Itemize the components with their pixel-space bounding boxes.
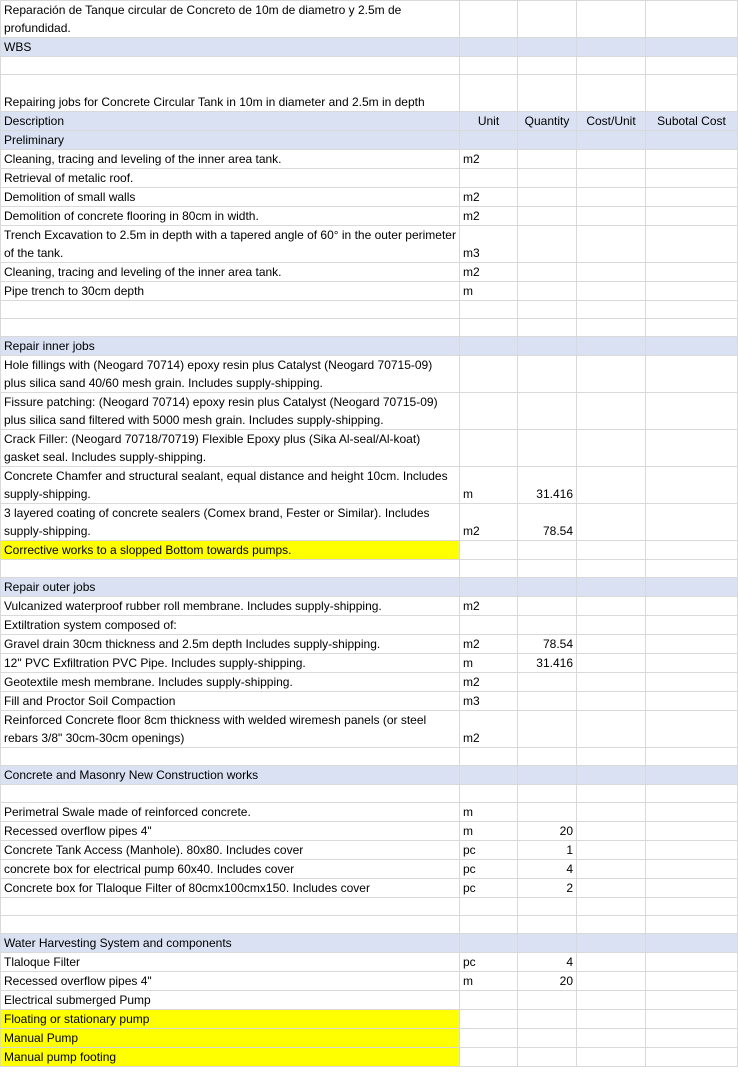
description-cell[interactable]: Crack Filler: (Neogard 70718/70719) Flexible Epoxy plus (Sika Al-seal/Al-koat) gasket seal. Includes supply-shipping. (1, 430, 460, 467)
table-row (1, 301, 738, 319)
cost-unit-cell[interactable] (577, 879, 646, 898)
table-row (1, 991, 738, 1010)
unit-cell[interactable] (460, 785, 518, 803)
subtotal-cell[interactable] (646, 1029, 738, 1048)
quantity-cell[interactable] (518, 188, 577, 207)
quantity-cell[interactable]: 4 (518, 860, 577, 879)
quantity-cell[interactable] (518, 766, 577, 785)
cost-unit-cell[interactable] (577, 301, 646, 319)
table-row (1, 898, 738, 916)
table-row (1, 75, 738, 112)
subtotal-cell[interactable] (646, 169, 738, 188)
cost-unit-cell[interactable] (577, 467, 646, 504)
subtotal-cell[interactable] (646, 131, 738, 150)
cost-unit-cell[interactable] (577, 711, 646, 748)
table-row (1, 841, 738, 860)
cost-unit-cell[interactable] (577, 430, 646, 467)
cost-unit-cell[interactable] (577, 916, 646, 934)
quantity-cell[interactable]: 31.416 (518, 467, 577, 504)
description-cell[interactable]: Hole fillings with (Neogard 70714) epoxy resin plus Catalyst (Neogard 70715-09) plus silica sand 40/60 mesh grain. Includes supply-shipping. (1, 356, 460, 393)
unit-cell[interactable] (460, 578, 518, 597)
quantity-cell[interactable] (518, 898, 577, 916)
table-row (1, 282, 738, 301)
table-row (1, 785, 738, 803)
description-cell[interactable] (1, 898, 460, 916)
description-cell[interactable]: Vulcanized waterproof rubber roll membrane. Includes supply-shipping. (1, 597, 460, 616)
unit-cell[interactable] (460, 337, 518, 356)
description-cell[interactable]: Concrete box for Tlaloque Filter of 80cmx100cmx150. Includes cover (1, 879, 460, 898)
unit-cell[interactable]: Unit (460, 112, 518, 131)
quantity-cell[interactable] (518, 356, 577, 393)
quantity-cell[interactable] (518, 711, 577, 748)
cost-unit-cell[interactable] (577, 822, 646, 841)
cost-unit-cell[interactable] (577, 898, 646, 916)
description-cell[interactable]: Repair inner jobs (1, 337, 460, 356)
subtotal-cell[interactable] (646, 319, 738, 337)
unit-cell[interactable] (460, 393, 518, 430)
unit-cell[interactable]: m2 (460, 188, 518, 207)
description-cell[interactable]: Manual Pump (1, 1029, 460, 1048)
description-cell[interactable]: Cleaning, tracing and leveling of the inner area tank. (1, 263, 460, 282)
subtotal-cell[interactable] (646, 748, 738, 766)
unit-cell[interactable] (460, 430, 518, 467)
cost-unit-cell[interactable] (577, 541, 646, 560)
subtotal-cell[interactable] (646, 841, 738, 860)
subtotal-cell[interactable] (646, 38, 738, 57)
description-cell[interactable]: Retrieval of metalic roof. (1, 169, 460, 188)
cost-unit-cell[interactable] (577, 263, 646, 282)
cost-unit-cell[interactable] (577, 692, 646, 711)
description-cell[interactable]: Extiltration system composed of: (1, 616, 460, 635)
description-cell[interactable]: Repair outer jobs (1, 578, 460, 597)
subtotal-cell[interactable] (646, 430, 738, 467)
section-header-row (1, 578, 738, 597)
quantity-cell[interactable] (518, 169, 577, 188)
section-header-row (1, 131, 738, 150)
subtotal-cell[interactable] (646, 785, 738, 803)
description-cell[interactable]: Perimetral Swale made of reinforced concrete. (1, 803, 460, 822)
table-row (1, 635, 738, 654)
cost-unit-cell[interactable] (577, 803, 646, 822)
subtotal-cell[interactable] (646, 991, 738, 1010)
description-cell[interactable]: Preliminary (1, 131, 460, 150)
table-row (1, 430, 738, 467)
table-row (1, 916, 738, 934)
quantity-cell[interactable] (518, 748, 577, 766)
table-row (1, 597, 738, 616)
table-row (1, 822, 738, 841)
cost-unit-cell[interactable] (577, 337, 646, 356)
subtotal-cell[interactable]: Subotal Cost (646, 112, 738, 131)
description-cell[interactable]: Electrical submerged Pump (1, 991, 460, 1010)
unit-cell[interactable]: m3 (460, 692, 518, 711)
table-row (1, 319, 738, 337)
quantity-cell[interactable]: 78.54 (518, 504, 577, 541)
cost-unit-cell[interactable] (577, 1029, 646, 1048)
cost-unit-cell[interactable] (577, 841, 646, 860)
subtotal-cell[interactable] (646, 654, 738, 673)
cost-unit-cell[interactable] (577, 560, 646, 578)
unit-cell[interactable] (460, 616, 518, 635)
description-cell[interactable]: Pipe trench to 30cm depth (1, 282, 460, 301)
cost-unit-cell[interactable] (577, 1010, 646, 1029)
description-cell[interactable]: concrete box for electrical pump 60x40. Includes cover (1, 860, 460, 879)
quantity-cell[interactable] (518, 616, 577, 635)
table-row (1, 616, 738, 635)
cost-unit-cell[interactable] (577, 319, 646, 337)
subtotal-cell[interactable] (646, 150, 738, 169)
subtotal-cell[interactable] (646, 692, 738, 711)
description-cell[interactable]: Corrective works to a slopped Bottom towards pumps. (1, 541, 460, 560)
table-row (1, 673, 738, 692)
quantity-cell[interactable] (518, 785, 577, 803)
quantity-cell[interactable] (518, 282, 577, 301)
description-cell[interactable]: Trench Excavation to 2.5m in depth with a tapered angle of 60° in the outer perimeter of the tank. (1, 226, 460, 263)
cost-unit-cell[interactable] (577, 57, 646, 75)
unit-cell[interactable] (460, 916, 518, 934)
table-row (1, 560, 738, 578)
quantity-cell[interactable] (518, 692, 577, 711)
cost-unit-cell[interactable] (577, 597, 646, 616)
unit-cell[interactable]: pc (460, 841, 518, 860)
subtotal-cell[interactable] (646, 953, 738, 972)
cost-unit-cell[interactable] (577, 169, 646, 188)
quantity-cell[interactable]: 4 (518, 953, 577, 972)
subtotal-cell[interactable] (646, 916, 738, 934)
subtotal-cell[interactable] (646, 635, 738, 654)
subtotal-cell[interactable] (646, 1010, 738, 1029)
table-row (1, 541, 738, 560)
cost-unit-cell[interactable] (577, 504, 646, 541)
description-cell[interactable]: Recessed overflow pipes 4" (1, 822, 460, 841)
unit-cell[interactable] (460, 991, 518, 1010)
quantity-cell[interactable]: 1 (518, 841, 577, 860)
description-cell[interactable]: Description (1, 112, 460, 131)
subtotal-cell[interactable] (646, 504, 738, 541)
quantity-cell[interactable] (518, 337, 577, 356)
unit-cell[interactable] (460, 1, 518, 38)
description-cell[interactable] (1, 785, 460, 803)
quantity-cell[interactable] (518, 301, 577, 319)
subtotal-cell[interactable] (646, 597, 738, 616)
subtotal-cell[interactable] (646, 393, 738, 430)
cost-unit-cell[interactable] (577, 785, 646, 803)
table-row (1, 654, 738, 673)
subtotal-cell[interactable] (646, 263, 738, 282)
column-header-row (1, 112, 738, 131)
description-cell[interactable] (1, 301, 460, 319)
description-cell[interactable]: Geotextile mesh membrane. Includes supply-shipping. (1, 673, 460, 692)
cost-unit-cell[interactable] (577, 991, 646, 1010)
quantity-cell[interactable] (518, 393, 577, 430)
section-header-row (1, 766, 738, 785)
cost-unit-cell[interactable] (577, 226, 646, 263)
cost-unit-cell[interactable] (577, 38, 646, 57)
cost-unit-cell[interactable] (577, 766, 646, 785)
unit-cell[interactable] (460, 75, 518, 112)
table-row (1, 803, 738, 822)
cost-unit-cell[interactable] (577, 578, 646, 597)
quantity-cell[interactable] (518, 207, 577, 226)
description-cell[interactable]: Fill and Proctor Soil Compaction (1, 692, 460, 711)
cost-unit-cell[interactable] (577, 654, 646, 673)
cost-unit-cell[interactable] (577, 635, 646, 654)
table-row (1, 393, 738, 430)
table-row (1, 207, 738, 226)
quantity-cell[interactable] (518, 916, 577, 934)
cost-unit-cell[interactable] (577, 356, 646, 393)
subtotal-cell[interactable] (646, 560, 738, 578)
unit-cell[interactable] (460, 934, 518, 953)
cost-unit-cell[interactable] (577, 934, 646, 953)
table-row (1, 711, 738, 748)
subtotal-cell[interactable] (646, 711, 738, 748)
table-row (1, 748, 738, 766)
unit-cell[interactable]: pc (460, 953, 518, 972)
cost-unit-cell[interactable] (577, 150, 646, 169)
subtotal-cell[interactable] (646, 75, 738, 112)
table-row (1, 356, 738, 393)
quantity-cell[interactable] (518, 75, 577, 112)
table-row (1, 860, 738, 879)
cost-unit-cell[interactable]: Cost/Unit (577, 112, 646, 131)
unit-cell[interactable]: m2 (460, 150, 518, 169)
subtotal-cell[interactable] (646, 616, 738, 635)
subtotal-cell[interactable] (646, 188, 738, 207)
quantity-cell[interactable] (518, 150, 577, 169)
section-header-row (1, 38, 738, 57)
section-header-row (1, 934, 738, 953)
table-row (1, 692, 738, 711)
quantity-cell[interactable] (518, 597, 577, 616)
subtotal-cell[interactable] (646, 226, 738, 263)
table-row (1, 953, 738, 972)
unit-cell[interactable] (460, 1029, 518, 1048)
unit-cell[interactable]: m (460, 822, 518, 841)
unit-cell[interactable]: m (460, 654, 518, 673)
unit-cell[interactable] (460, 541, 518, 560)
description-cell[interactable]: Demolition of concrete flooring in 80cm in width. (1, 207, 460, 226)
description-cell[interactable]: Reinforced Concrete floor 8cm thickness with welded wiremesh panels (or steel rebars 3/8" 30cm-30cm openings) (1, 711, 460, 748)
description-cell[interactable]: Concrete Chamfer and structural sealant, equal distance and height 10cm. Includes supply-shipping. (1, 467, 460, 504)
quantity-cell[interactable] (518, 263, 577, 282)
table-row (1, 972, 738, 991)
quantity-cell[interactable] (518, 560, 577, 578)
cost-unit-cell[interactable] (577, 972, 646, 991)
quantity-cell[interactable] (518, 934, 577, 953)
quantity-cell[interactable] (518, 319, 577, 337)
description-cell[interactable] (1, 57, 460, 75)
unit-cell[interactable]: m2 (460, 263, 518, 282)
unit-cell[interactable]: m2 (460, 673, 518, 692)
cost-unit-cell[interactable] (577, 673, 646, 692)
quantity-cell[interactable] (518, 1010, 577, 1029)
cost-unit-cell[interactable] (577, 860, 646, 879)
subtotal-cell[interactable] (646, 934, 738, 953)
unit-cell[interactable]: m2 (460, 635, 518, 654)
section-header-row (1, 337, 738, 356)
unit-cell[interactable]: m (460, 972, 518, 991)
subtotal-cell[interactable] (646, 578, 738, 597)
table-row (1, 1029, 738, 1048)
quantity-cell[interactable]: 78.54 (518, 635, 577, 654)
unit-cell[interactable]: m2 (460, 711, 518, 748)
subtotal-cell[interactable] (646, 860, 738, 879)
unit-cell[interactable] (460, 356, 518, 393)
subtotal-cell[interactable] (646, 57, 738, 75)
description-cell[interactable]: Manual pump footing (1, 1048, 460, 1067)
table-row (1, 150, 738, 169)
quantity-cell[interactable] (518, 673, 577, 692)
subtotal-cell[interactable] (646, 356, 738, 393)
cost-unit-cell[interactable] (577, 1, 646, 38)
cost-unit-cell[interactable] (577, 953, 646, 972)
subtotal-cell[interactable] (646, 301, 738, 319)
table-row (1, 467, 738, 504)
description-cell[interactable]: Water Harvesting System and components (1, 934, 460, 953)
table-row (1, 169, 738, 188)
cost-unit-cell[interactable] (577, 393, 646, 430)
subtotal-cell[interactable] (646, 803, 738, 822)
description-cell[interactable]: 12" PVC Exfiltration PVC Pipe. Includes supply-shipping. (1, 654, 460, 673)
unit-cell[interactable]: pc (460, 860, 518, 879)
unit-cell[interactable] (460, 1010, 518, 1029)
cost-unit-cell[interactable] (577, 282, 646, 301)
unit-cell[interactable]: m2 (460, 597, 518, 616)
quantity-cell[interactable] (518, 803, 577, 822)
description-cell[interactable]: Fissure patching: (Neogard 70714) epoxy resin plus Catalyst (Neogard 70715-09) plus silica sand filtered with 5000 mesh grain. Includes supply-shipping. (1, 393, 460, 430)
cost-unit-cell[interactable] (577, 75, 646, 112)
quantity-cell[interactable] (518, 1048, 577, 1067)
table-row (1, 188, 738, 207)
unit-cell[interactable]: m3 (460, 226, 518, 263)
unit-cell[interactable] (460, 319, 518, 337)
description-cell[interactable] (1, 319, 460, 337)
description-cell[interactable]: Concrete and Masonry New Construction works (1, 766, 460, 785)
subtotal-cell[interactable] (646, 282, 738, 301)
description-cell[interactable]: Demolition of small walls (1, 188, 460, 207)
cost-unit-cell[interactable] (577, 616, 646, 635)
unit-cell[interactable]: m2 (460, 504, 518, 541)
description-cell[interactable]: Concrete Tank Access (Manhole). 80x80. Includes cover (1, 841, 460, 860)
description-cell[interactable]: 3 layered coating of concrete sealers (Comex brand, Fester or Similar). Includes supply-shipping. (1, 504, 460, 541)
unit-cell[interactable] (460, 1048, 518, 1067)
subtotal-cell[interactable] (646, 766, 738, 785)
description-cell[interactable]: Reparación de Tanque circular de Concreto de 10m de diametro y 2.5m de profundidad. (1, 1, 460, 38)
cost-unit-cell[interactable] (577, 207, 646, 226)
description-cell[interactable] (1, 748, 460, 766)
quantity-cell[interactable] (518, 541, 577, 560)
table-row (1, 263, 738, 282)
description-cell[interactable]: Cleaning, tracing and leveling of the inner area tank. (1, 150, 460, 169)
description-cell[interactable] (1, 916, 460, 934)
quantity-cell[interactable]: 20 (518, 972, 577, 991)
cost-unit-cell[interactable] (577, 131, 646, 150)
subtotal-cell[interactable] (646, 337, 738, 356)
subtotal-cell[interactable] (646, 207, 738, 226)
unit-cell[interactable] (460, 57, 518, 75)
sheet-body (1, 1, 738, 1067)
quantity-cell[interactable]: 2 (518, 879, 577, 898)
description-cell[interactable]: Tlaloque Filter (1, 953, 460, 972)
subtotal-cell[interactable] (646, 898, 738, 916)
table-row (1, 1010, 738, 1029)
unit-cell[interactable]: m (460, 282, 518, 301)
quantity-cell[interactable] (518, 38, 577, 57)
unit-cell[interactable] (460, 169, 518, 188)
quantity-cell[interactable] (518, 131, 577, 150)
quantity-cell[interactable] (518, 1, 577, 38)
quantity-cell[interactable]: Quantity (518, 112, 577, 131)
unit-cell[interactable] (460, 766, 518, 785)
subtotal-cell[interactable] (646, 1048, 738, 1067)
unit-cell[interactable] (460, 301, 518, 319)
description-cell[interactable]: Gravel drain 30cm thickness and 2.5m depth Includes supply-shipping. (1, 635, 460, 654)
cost-unit-cell[interactable] (577, 188, 646, 207)
subtotal-cell[interactable] (646, 1, 738, 38)
unit-cell[interactable]: m (460, 803, 518, 822)
unit-cell[interactable] (460, 560, 518, 578)
description-cell[interactable] (1, 560, 460, 578)
quantity-cell[interactable] (518, 991, 577, 1010)
subtotal-cell[interactable] (646, 673, 738, 692)
quantity-cell[interactable] (518, 430, 577, 467)
cost-unit-cell[interactable] (577, 748, 646, 766)
unit-cell[interactable]: pc (460, 879, 518, 898)
table-row (1, 879, 738, 898)
subtotal-cell[interactable] (646, 541, 738, 560)
subtotal-cell[interactable] (646, 467, 738, 504)
unit-cell[interactable] (460, 898, 518, 916)
description-cell[interactable]: WBS (1, 38, 460, 57)
subtotal-cell[interactable] (646, 879, 738, 898)
table-row (1, 504, 738, 541)
cost-unit-cell[interactable] (577, 1048, 646, 1067)
quantity-cell[interactable]: 31.416 (518, 654, 577, 673)
subtotal-cell[interactable] (646, 972, 738, 991)
quantity-cell[interactable] (518, 578, 577, 597)
subtotal-cell[interactable] (646, 822, 738, 841)
table-row (1, 57, 738, 75)
table-row (1, 1, 738, 38)
unit-cell[interactable] (460, 131, 518, 150)
description-cell[interactable]: Repairing jobs for Concrete Circular Tank in 10m in diameter and 2.5m in depth (1, 75, 460, 112)
table-row (1, 226, 738, 263)
unit-cell[interactable]: m (460, 467, 518, 504)
unit-cell[interactable]: m2 (460, 207, 518, 226)
description-cell[interactable]: Recessed overflow pipes 4" (1, 972, 460, 991)
quantity-cell[interactable] (518, 226, 577, 263)
unit-cell[interactable] (460, 748, 518, 766)
quantity-cell[interactable] (518, 1029, 577, 1048)
quantity-cell[interactable]: 20 (518, 822, 577, 841)
unit-cell[interactable] (460, 38, 518, 57)
quantity-cell[interactable] (518, 57, 577, 75)
table-row (1, 1048, 738, 1067)
description-cell[interactable]: Floating or stationary pump (1, 1010, 460, 1029)
